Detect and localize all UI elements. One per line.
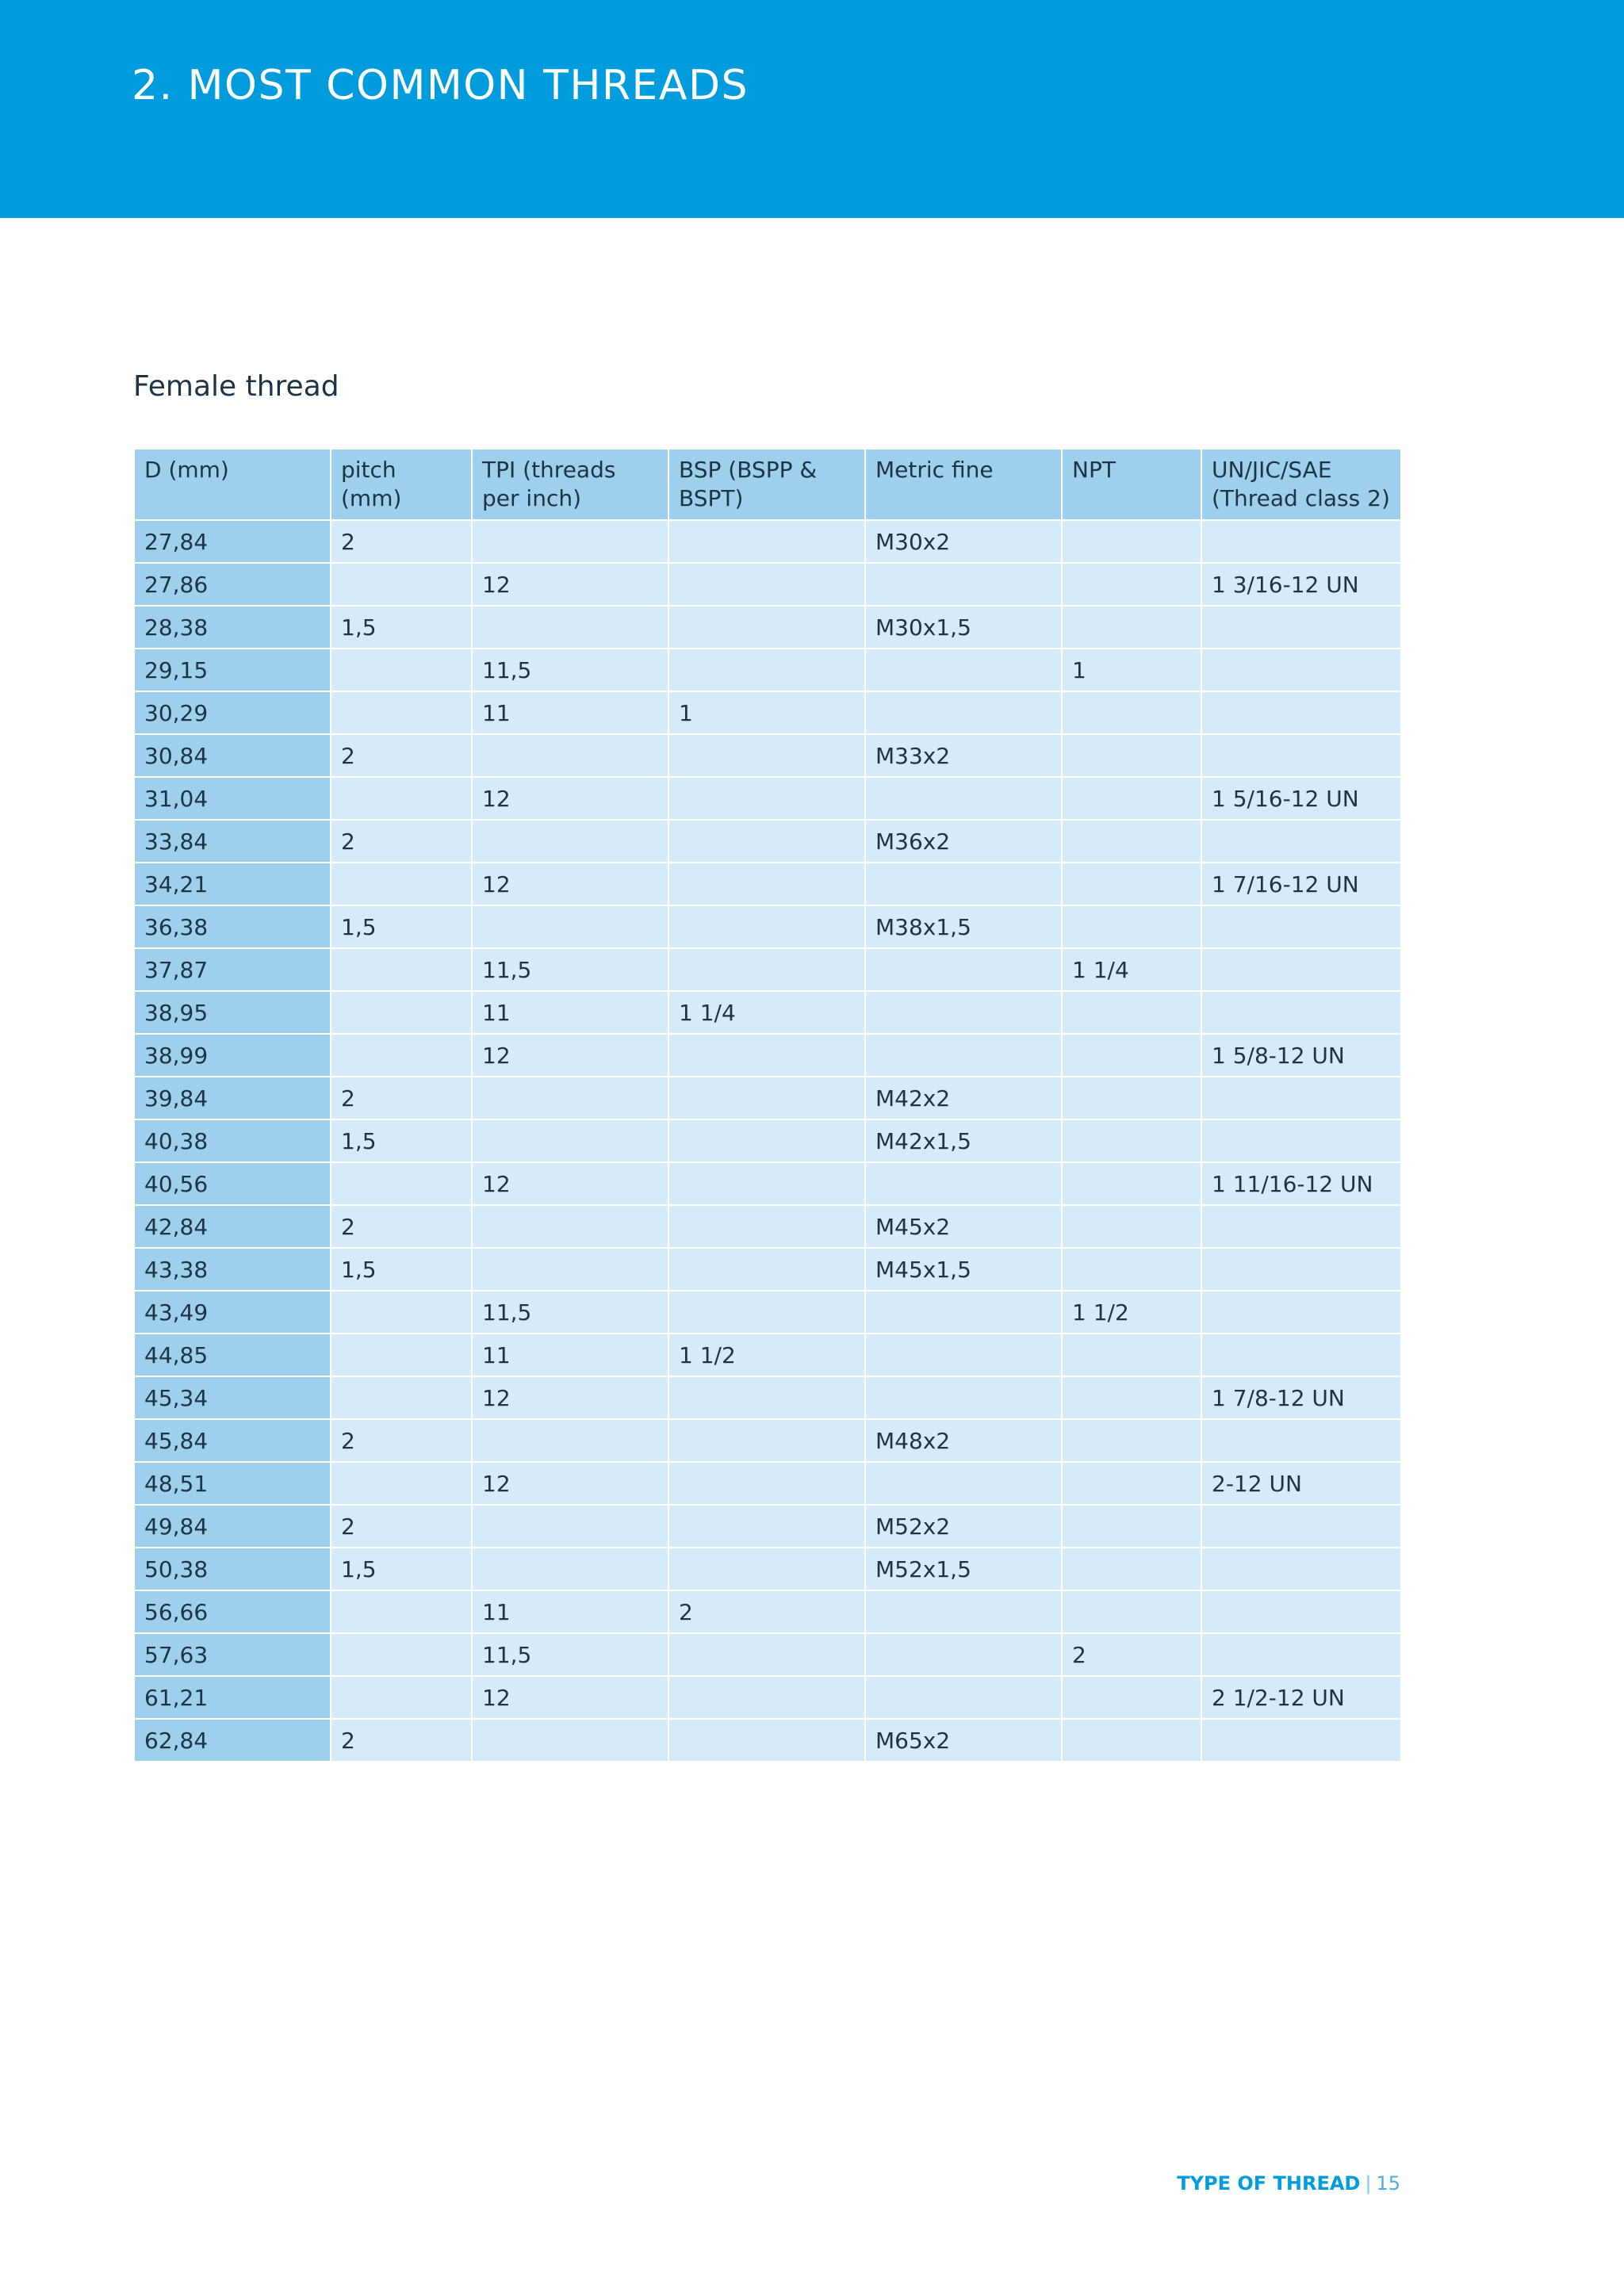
cell-npt [1062, 1119, 1201, 1162]
cell-npt [1062, 520, 1201, 563]
cell-d: 38,99 [134, 1034, 331, 1077]
table-row [134, 1162, 1401, 1205]
cell-pitch: 2 [331, 520, 472, 563]
column-header-d: D (mm) [134, 449, 331, 520]
cell-metric-fine: M30x1,5 [865, 606, 1062, 649]
cell-metric-fine: M42x1,5 [865, 1119, 1062, 1162]
cell-tpi: 11,5 [472, 1291, 668, 1334]
cell-tpi: 11,5 [472, 649, 668, 691]
cell-un-jic-sae [1201, 820, 1401, 863]
table-row [134, 948, 1401, 991]
cell-tpi: 12 [472, 863, 668, 905]
cell-pitch [331, 991, 472, 1034]
table-header-row [134, 449, 1401, 520]
cell-npt [1062, 734, 1201, 777]
cell-bsp [668, 1205, 865, 1248]
table-body [134, 520, 1401, 1762]
cell-tpi [472, 1205, 668, 1248]
cell-npt [1062, 1034, 1201, 1077]
cell-bsp: 1 1/2 [668, 1334, 865, 1376]
cell-tpi [472, 905, 668, 948]
cell-un-jic-sae [1201, 691, 1401, 734]
cell-pitch [331, 1462, 472, 1505]
cell-pitch [331, 1376, 472, 1419]
cell-metric-fine [865, 563, 1062, 606]
cell-bsp [668, 1505, 865, 1548]
cell-un-jic-sae [1201, 520, 1401, 563]
cell-bsp [668, 563, 865, 606]
table-row [134, 1462, 1401, 1505]
cell-metric-fine [865, 863, 1062, 905]
cell-un-jic-sae: 2 1/2-12 UN [1201, 1676, 1401, 1719]
cell-d: 27,84 [134, 520, 331, 563]
cell-pitch [331, 1291, 472, 1334]
cell-un-jic-sae [1201, 1119, 1401, 1162]
cell-metric-fine: M42x2 [865, 1077, 1062, 1119]
cell-npt [1062, 1376, 1201, 1419]
cell-d: 44,85 [134, 1334, 331, 1376]
cell-d: 39,84 [134, 1077, 331, 1119]
cell-d: 48,51 [134, 1462, 331, 1505]
cell-metric-fine [865, 991, 1062, 1034]
cell-d: 38,95 [134, 991, 331, 1034]
cell-un-jic-sae [1201, 1205, 1401, 1248]
cell-bsp [668, 1162, 865, 1205]
cell-bsp [668, 905, 865, 948]
cell-tpi [472, 1719, 668, 1762]
cell-npt [1062, 820, 1201, 863]
cell-tpi: 12 [472, 563, 668, 606]
cell-npt [1062, 1462, 1201, 1505]
cell-npt [1062, 1676, 1201, 1719]
cell-pitch: 2 [331, 1419, 472, 1462]
cell-metric-fine [865, 1462, 1062, 1505]
cell-tpi [472, 1548, 668, 1590]
cell-pitch: 2 [331, 1505, 472, 1548]
cell-pitch: 1,5 [331, 1119, 472, 1162]
cell-bsp [668, 649, 865, 691]
cell-metric-fine: M38x1,5 [865, 905, 1062, 948]
cell-metric-fine [865, 1334, 1062, 1376]
cell-bsp [668, 777, 865, 820]
cell-npt: 2 [1062, 1633, 1201, 1676]
cell-d: 34,21 [134, 863, 331, 905]
cell-bsp [668, 863, 865, 905]
cell-tpi: 12 [472, 777, 668, 820]
cell-pitch: 1,5 [331, 1248, 472, 1291]
cell-metric-fine [865, 1676, 1062, 1719]
cell-bsp [668, 820, 865, 863]
cell-tpi [472, 1419, 668, 1462]
cell-tpi: 11 [472, 1334, 668, 1376]
cell-npt: 1 1/2 [1062, 1291, 1201, 1334]
cell-npt [1062, 1419, 1201, 1462]
cell-npt [1062, 1077, 1201, 1119]
cell-bsp [668, 1248, 865, 1291]
cell-bsp [668, 734, 865, 777]
table-row [134, 991, 1401, 1034]
table-row [134, 1719, 1401, 1762]
cell-pitch: 1,5 [331, 606, 472, 649]
cell-bsp [668, 1419, 865, 1462]
cell-npt [1062, 606, 1201, 649]
cell-d: 45,34 [134, 1376, 331, 1419]
cell-metric-fine [865, 1034, 1062, 1077]
column-header-pitch: pitch (mm) [331, 449, 472, 520]
cell-un-jic-sae [1201, 1248, 1401, 1291]
cell-un-jic-sae [1201, 1590, 1401, 1633]
cell-tpi: 11 [472, 1590, 668, 1633]
table-row [134, 863, 1401, 905]
cell-d: 36,38 [134, 905, 331, 948]
cell-tpi: 12 [472, 1376, 668, 1419]
cell-un-jic-sae [1201, 905, 1401, 948]
cell-metric-fine: M33x2 [865, 734, 1062, 777]
cell-bsp [668, 948, 865, 991]
cell-npt [1062, 1248, 1201, 1291]
cell-d: 45,84 [134, 1419, 331, 1462]
cell-d: 62,84 [134, 1719, 331, 1762]
table-row [134, 563, 1401, 606]
cell-pitch: 2 [331, 1719, 472, 1762]
cell-pitch [331, 863, 472, 905]
cell-metric-fine [865, 1376, 1062, 1419]
table-row [134, 1419, 1401, 1462]
cell-npt [1062, 1719, 1201, 1762]
cell-tpi [472, 820, 668, 863]
cell-npt: 1 1/4 [1062, 948, 1201, 991]
cell-tpi: 12 [472, 1462, 668, 1505]
cell-un-jic-sae [1201, 991, 1401, 1034]
cell-metric-fine [865, 948, 1062, 991]
cell-metric-fine [865, 1162, 1062, 1205]
cell-d: 42,84 [134, 1205, 331, 1248]
cell-d: 56,66 [134, 1590, 331, 1633]
cell-bsp [668, 606, 865, 649]
cell-tpi [472, 1119, 668, 1162]
table-row [134, 1505, 1401, 1548]
cell-pitch: 2 [331, 1077, 472, 1119]
cell-d: 40,56 [134, 1162, 331, 1205]
cell-un-jic-sae [1201, 1291, 1401, 1334]
footer-separator: | [1365, 2172, 1372, 2195]
cell-npt [1062, 863, 1201, 905]
cell-metric-fine [865, 1633, 1062, 1676]
cell-npt: 1 [1062, 649, 1201, 691]
cell-bsp [668, 1462, 865, 1505]
cell-tpi: 12 [472, 1676, 668, 1719]
cell-metric-fine: M65x2 [865, 1719, 1062, 1762]
cell-pitch [331, 1162, 472, 1205]
cell-pitch: 1,5 [331, 1548, 472, 1590]
cell-tpi [472, 1077, 668, 1119]
cell-pitch [331, 563, 472, 606]
table-row [134, 1334, 1401, 1376]
cell-un-jic-sae: 2-12 UN [1201, 1462, 1401, 1505]
table-row [134, 1590, 1401, 1633]
table-row [134, 1119, 1401, 1162]
cell-un-jic-sae [1201, 1334, 1401, 1376]
cell-bsp [668, 1119, 865, 1162]
cell-npt [1062, 1334, 1201, 1376]
cell-d: 27,86 [134, 563, 331, 606]
cell-pitch: 2 [331, 734, 472, 777]
cell-metric-fine: M30x2 [865, 520, 1062, 563]
cell-npt [1062, 1548, 1201, 1590]
cell-pitch: 1,5 [331, 905, 472, 948]
table-row [134, 649, 1401, 691]
cell-tpi [472, 1505, 668, 1548]
table-row [134, 1676, 1401, 1719]
cell-d: 40,38 [134, 1119, 331, 1162]
header-band [0, 0, 1624, 218]
page-title: 2. MOST COMMON THREADS [132, 62, 749, 109]
cell-tpi: 11 [472, 991, 668, 1034]
cell-pitch [331, 1334, 472, 1376]
cell-bsp: 1 [668, 691, 865, 734]
cell-metric-fine: M48x2 [865, 1419, 1062, 1462]
cell-pitch [331, 1633, 472, 1676]
cell-un-jic-sae [1201, 649, 1401, 691]
table-row [134, 520, 1401, 563]
cell-pitch [331, 649, 472, 691]
table-row [134, 1548, 1401, 1590]
cell-npt [1062, 991, 1201, 1034]
cell-tpi: 11,5 [472, 1633, 668, 1676]
cell-bsp: 1 1/4 [668, 991, 865, 1034]
cell-metric-fine [865, 777, 1062, 820]
cell-un-jic-sae: 1 11/16-12 UN [1201, 1162, 1401, 1205]
cell-npt [1062, 1505, 1201, 1548]
section-title: Female thread [133, 370, 339, 403]
cell-pitch [331, 1590, 472, 1633]
column-header-tpi: TPI (threads per inch) [472, 449, 668, 520]
table-row [134, 1633, 1401, 1676]
cell-pitch [331, 1034, 472, 1077]
cell-d: 30,84 [134, 734, 331, 777]
table-row [134, 734, 1401, 777]
cell-d: 57,63 [134, 1633, 331, 1676]
page-footer [1177, 2174, 1400, 2193]
table-row [134, 1034, 1401, 1077]
cell-metric-fine: M45x1,5 [865, 1248, 1062, 1291]
cell-tpi [472, 520, 668, 563]
cell-d: 50,38 [134, 1548, 331, 1590]
cell-un-jic-sae [1201, 1077, 1401, 1119]
table-row [134, 1205, 1401, 1248]
column-header-bsp: BSP (BSPP & BSPT) [668, 449, 865, 520]
cell-un-jic-sae: 1 3/16-12 UN [1201, 563, 1401, 606]
cell-un-jic-sae: 1 7/16-12 UN [1201, 863, 1401, 905]
cell-bsp [668, 1077, 865, 1119]
cell-bsp [668, 1376, 865, 1419]
table-row [134, 606, 1401, 649]
cell-bsp [668, 1548, 865, 1590]
cell-metric-fine: M36x2 [865, 820, 1062, 863]
cell-metric-fine: M52x1,5 [865, 1548, 1062, 1590]
cell-un-jic-sae [1201, 948, 1401, 991]
cell-un-jic-sae [1201, 606, 1401, 649]
cell-npt [1062, 905, 1201, 948]
cell-pitch [331, 948, 472, 991]
table-row [134, 905, 1401, 948]
cell-un-jic-sae [1201, 1633, 1401, 1676]
cell-bsp [668, 1719, 865, 1762]
cell-d: 28,38 [134, 606, 331, 649]
cell-bsp [668, 1676, 865, 1719]
cell-pitch: 2 [331, 820, 472, 863]
cell-npt [1062, 691, 1201, 734]
cell-d: 49,84 [134, 1505, 331, 1548]
cell-npt [1062, 1205, 1201, 1248]
cell-pitch: 2 [331, 1205, 472, 1248]
table-row [134, 820, 1401, 863]
cell-tpi [472, 734, 668, 777]
cell-tpi [472, 606, 668, 649]
cell-bsp [668, 520, 865, 563]
table-row [134, 1376, 1401, 1419]
cell-un-jic-sae: 1 7/8-12 UN [1201, 1376, 1401, 1419]
table-row [134, 691, 1401, 734]
cell-un-jic-sae [1201, 1548, 1401, 1590]
cell-d: 31,04 [134, 777, 331, 820]
cell-metric-fine: M45x2 [865, 1205, 1062, 1248]
cell-npt [1062, 563, 1201, 606]
cell-un-jic-sae [1201, 1505, 1401, 1548]
table-row [134, 1077, 1401, 1119]
cell-tpi: 12 [472, 1162, 668, 1205]
cell-d: 33,84 [134, 820, 331, 863]
table-row [134, 1291, 1401, 1334]
cell-d: 29,15 [134, 649, 331, 691]
column-header-npt: NPT [1062, 449, 1201, 520]
cell-un-jic-sae [1201, 1419, 1401, 1462]
cell-d: 37,87 [134, 948, 331, 991]
column-header-metric-fine: Metric fine [865, 449, 1062, 520]
cell-npt [1062, 1162, 1201, 1205]
cell-d: 61,21 [134, 1676, 331, 1719]
cell-d: 43,38 [134, 1248, 331, 1291]
cell-tpi [472, 1248, 668, 1291]
page-number: 15 [1376, 2172, 1400, 2195]
thread-table [133, 448, 1402, 1762]
column-header-un-jic-sae: UN/JIC/SAE (Thread class 2) [1201, 449, 1401, 520]
cell-un-jic-sae: 1 5/16-12 UN [1201, 777, 1401, 820]
cell-bsp [668, 1034, 865, 1077]
cell-tpi: 12 [472, 1034, 668, 1077]
cell-bsp [668, 1291, 865, 1334]
cell-bsp [668, 1633, 865, 1676]
footer-label: TYPE OF THREAD [1177, 2172, 1361, 2195]
cell-pitch [331, 691, 472, 734]
cell-metric-fine [865, 1291, 1062, 1334]
cell-metric-fine [865, 649, 1062, 691]
cell-un-jic-sae: 1 5/8-12 UN [1201, 1034, 1401, 1077]
cell-metric-fine [865, 691, 1062, 734]
cell-metric-fine: M52x2 [865, 1505, 1062, 1548]
cell-npt [1062, 1590, 1201, 1633]
cell-d: 30,29 [134, 691, 331, 734]
cell-bsp: 2 [668, 1590, 865, 1633]
table-row [134, 777, 1401, 820]
cell-tpi: 11,5 [472, 948, 668, 991]
cell-metric-fine [865, 1590, 1062, 1633]
cell-un-jic-sae [1201, 734, 1401, 777]
cell-tpi: 11 [472, 691, 668, 734]
cell-pitch [331, 777, 472, 820]
cell-un-jic-sae [1201, 1719, 1401, 1762]
cell-pitch [331, 1676, 472, 1719]
cell-d: 43,49 [134, 1291, 331, 1334]
table-row [134, 1248, 1401, 1291]
cell-npt [1062, 777, 1201, 820]
